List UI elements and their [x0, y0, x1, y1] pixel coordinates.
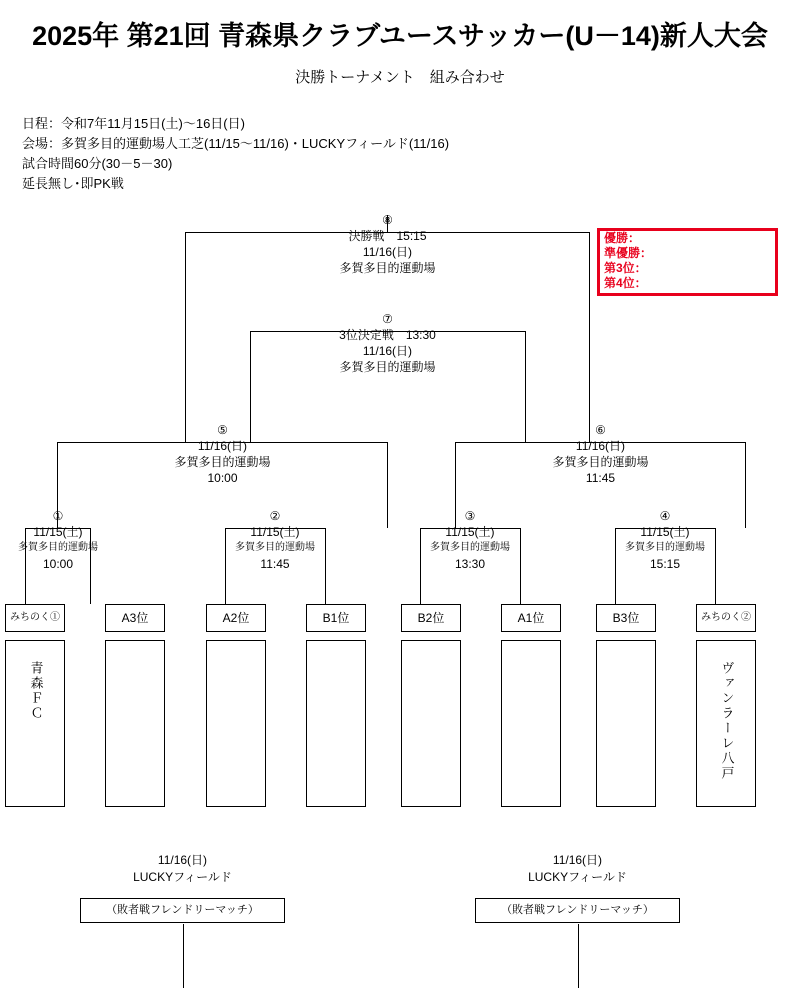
seed-box-4: B1位	[306, 604, 366, 632]
seed-box-8: みちのく②	[696, 604, 756, 632]
match-qf1-line1: 11/15(土)	[33, 525, 83, 539]
bracket-line-qf3-left	[420, 528, 421, 604]
bracket-line-semi-left-drop2	[387, 442, 388, 528]
match-semi-right-line3: 11:45	[585, 471, 616, 485]
result-box	[597, 228, 778, 296]
friendly-right-line1: 11/16(日)	[552, 853, 603, 867]
result-third: 第3位：	[604, 261, 647, 275]
match-semi-left-line1: 11/16(日)	[197, 439, 248, 453]
friendly-right	[490, 852, 665, 886]
match-final-line2: 11/16(日)	[362, 245, 413, 259]
team-box-7	[596, 640, 656, 807]
friendly-left-line2: LUCKYフィールド	[133, 870, 232, 884]
match-qf2-line2: 多賀多目的運動場	[235, 542, 315, 553]
result-runner-up: 準優勝：	[604, 246, 653, 260]
match-qf1-line3: 10:00	[42, 557, 74, 571]
bracket-line-qf4-right	[715, 528, 716, 604]
match-semi-right-line1: 11/16(日)	[575, 439, 626, 453]
seed-box-6: A1位	[501, 604, 561, 632]
friendly-right-box: （敗者戦フレンドリーマッチ）	[475, 898, 680, 923]
event-info-line: 日程：令和7年11月15日(土)〜16日(日)	[22, 116, 245, 131]
bracket-line-qf2-left	[225, 528, 226, 604]
match-qf1-number: ①	[52, 509, 64, 523]
page-subtitle: 決勝トーナメント 組み合わせ	[295, 69, 505, 86]
event-info	[22, 114, 449, 194]
match-third-line2: 11/16(日)	[362, 344, 413, 358]
friendly-left-box-wrap	[80, 898, 285, 923]
match-qf2-line3: 11:45	[260, 557, 290, 571]
result-champion: 優勝：	[604, 231, 641, 245]
seed-box-2: A3位	[105, 604, 165, 632]
team-box-6	[501, 640, 561, 807]
match-qf4-line1: 11/15(土)	[640, 525, 690, 539]
bracket-line-qf3-right	[520, 528, 521, 604]
match-qf1-line2: 多賀多目的運動場	[18, 542, 98, 553]
match-qf2	[230, 508, 320, 572]
friendly-left-box: （敗者戦フレンドリーマッチ）	[80, 898, 285, 923]
event-info-line: 試合時間60分(30－5－30)	[22, 156, 173, 171]
match-qf3-line1: 11/15(土)	[445, 525, 495, 539]
seed-box-3: A2位	[206, 604, 266, 632]
bracket-line-semi-right-drop2	[745, 442, 746, 528]
seed-box-1: みちのく①	[5, 604, 65, 632]
team-box-1	[5, 640, 65, 807]
match-third-line1: 3位決定戦 13:30	[339, 328, 436, 342]
result-fourth: 第4位：	[604, 276, 647, 290]
match-qf4	[620, 508, 710, 572]
team-box-5	[401, 640, 461, 807]
bracket-line-final-right-drop	[589, 232, 590, 442]
team-box-2	[105, 640, 165, 807]
match-qf2-line1: 11/15(土)	[250, 525, 300, 539]
match-qf3-line2: 多賀多目的運動場	[430, 542, 510, 553]
event-info-line: 延長無し･即PK戦	[22, 176, 124, 191]
friendly-right-stem	[578, 924, 579, 988]
match-qf1	[13, 508, 103, 572]
match-final-line3: 多賀多目的運動場	[339, 261, 436, 275]
match-qf3-number: ③	[464, 509, 476, 523]
bracket-line-qf4-left	[615, 528, 616, 604]
team-name-1: 青森ＦＣ	[28, 661, 44, 721]
match-semi-right-number: ⑥	[595, 423, 606, 437]
match-third-place	[300, 311, 475, 375]
page-title: 2025年 第21回 青森県クラブユースサッカー(U－14)新人大会	[32, 21, 768, 51]
match-semi-left-line2: 多賀多目的運動場	[174, 455, 271, 469]
bracket-line-qf2-right	[325, 528, 326, 604]
match-qf2-number: ②	[269, 509, 281, 523]
team-name-8: ヴァンラーレ八戸	[719, 661, 735, 781]
match-qf4-line3: 15:15	[649, 557, 681, 571]
seed-box-5: B2位	[401, 604, 461, 632]
team-box-4	[306, 640, 366, 807]
friendly-left	[95, 852, 270, 886]
match-third-number: ⑦	[382, 312, 393, 326]
friendly-left-stem	[183, 924, 184, 988]
match-final	[300, 212, 475, 276]
match-semi-right-line2: 多賀多目的運動場	[552, 455, 649, 469]
match-semi-left	[135, 422, 310, 486]
match-qf3-line3: 13:30	[454, 557, 486, 571]
team-box-3	[206, 640, 266, 807]
team-box-8	[696, 640, 756, 807]
friendly-left-line1: 11/16(日)	[157, 853, 208, 867]
friendly-right-line2: LUCKYフィールド	[528, 870, 627, 884]
match-qf4-line2: 多賀多目的運動場	[625, 542, 705, 553]
match-semi-left-number: ⑤	[217, 423, 228, 437]
friendly-right-box-wrap	[475, 898, 680, 923]
match-semi-left-line3: 10:00	[207, 471, 238, 485]
match-qf3	[425, 508, 515, 572]
match-final-number: ⑧	[382, 213, 393, 227]
seed-box-7: B3位	[596, 604, 656, 632]
event-info-line: 会場：多賀多目的運動場人工芝(11/15〜11/16)・LUCKYフィールド(11/16)	[22, 136, 450, 151]
match-third-line3: 多賀多目的運動場	[339, 360, 436, 374]
bracket-line-final-left-drop	[185, 232, 186, 442]
match-semi-right	[513, 422, 688, 486]
match-qf4-number: ④	[659, 509, 671, 523]
match-final-line1: 決勝戦 15:15	[348, 229, 427, 243]
